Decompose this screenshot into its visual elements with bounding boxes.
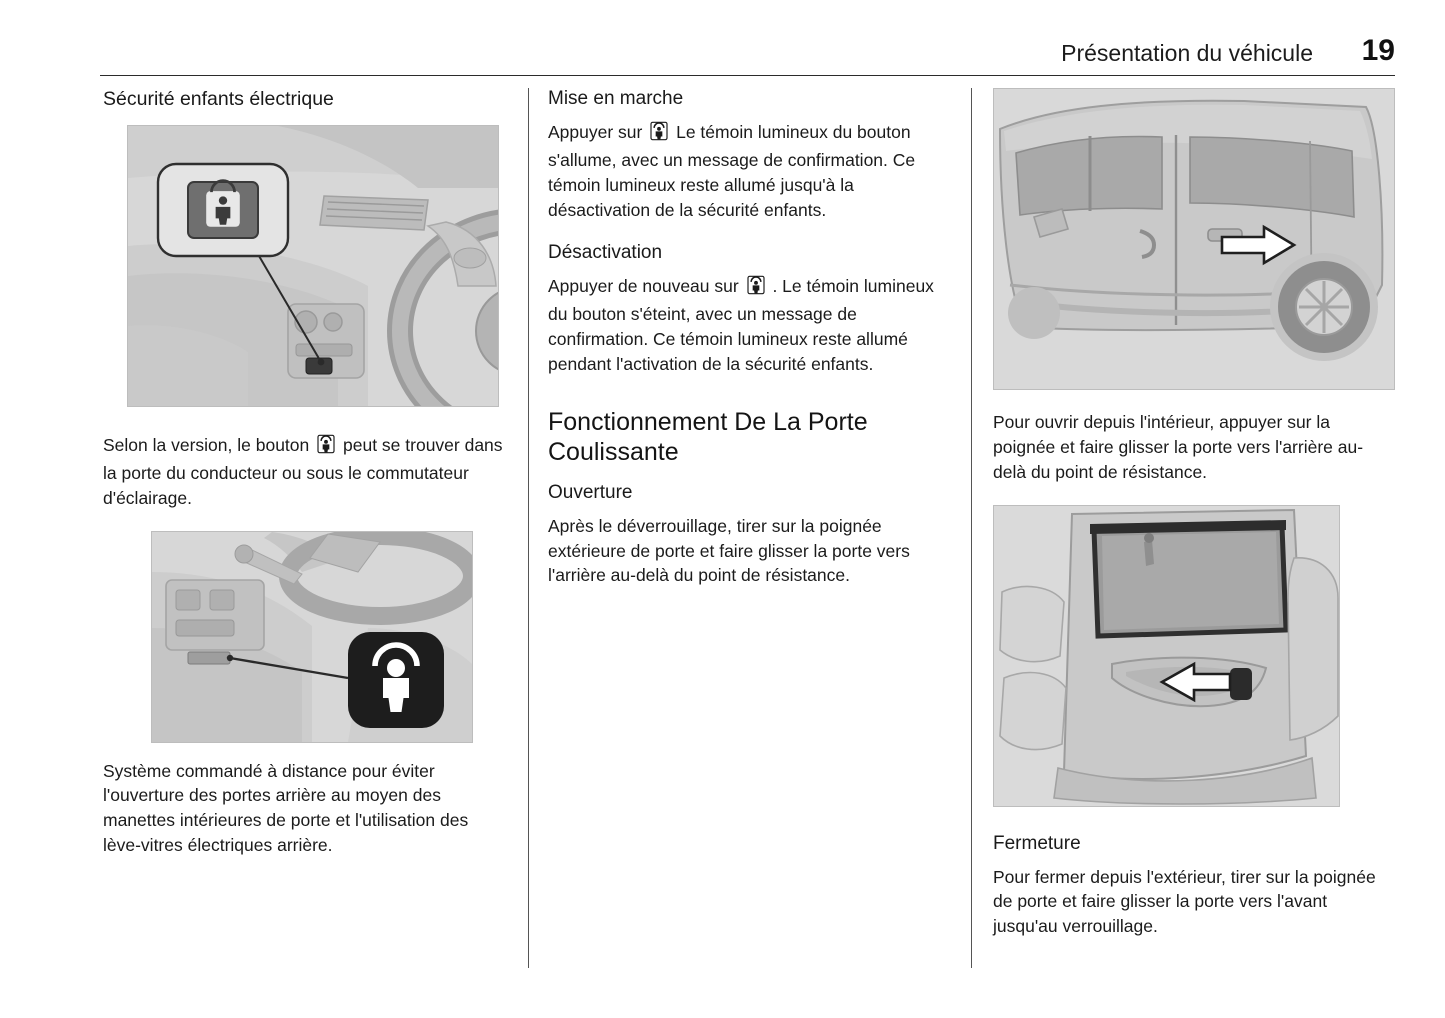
subheading-opening: Ouverture bbox=[548, 481, 633, 503]
paragraph-deactivation bbox=[548, 274, 938, 376]
child-safety-lock-icon bbox=[746, 275, 766, 302]
door-panel-illustration-graphic bbox=[152, 532, 472, 742]
figure-van-exterior bbox=[993, 88, 1395, 390]
column-divider-1 bbox=[528, 88, 529, 968]
paragraph-button-location bbox=[103, 433, 508, 511]
paragraph-activation-text2: Le témoin lumineux du bouton s'allume, avec un message de confirmation. Ce témoin lumineux reste allumé jusqu'à la désactivation de la sécurité enfants. bbox=[548, 122, 916, 220]
column-2 bbox=[548, 88, 938, 608]
child-in-seat-badge bbox=[348, 632, 444, 728]
child-safety-lock-icon bbox=[316, 434, 336, 461]
page-title: Présentation du véhicule bbox=[1061, 40, 1313, 66]
paragraph-activation bbox=[548, 120, 938, 222]
subheading-activation: Mise en marche bbox=[548, 88, 684, 109]
dashboard-illustration-graphic bbox=[128, 126, 498, 406]
page-header bbox=[100, 34, 1395, 82]
section-heading-sliding-door: Fonctionnement De La Porte Coulissante bbox=[548, 407, 868, 467]
column-1 bbox=[103, 88, 508, 878]
paragraph-button-location-text2: peut se trouver dans la porte du conducteur ou sous le commutateur d'éclairage. bbox=[103, 435, 503, 508]
header-divider bbox=[100, 75, 1395, 76]
paragraph-open-from-inside: Pour ouvrir depuis l'intérieur, appuyer sur la poignée et faire glisser la porte vers l'arrière au-delà du point de résistance. bbox=[993, 412, 1364, 482]
subheading-closing: Fermeture bbox=[993, 832, 1081, 854]
subheading-deactivation: Désactivation bbox=[548, 242, 663, 264]
column-3 bbox=[993, 88, 1393, 959]
section-heading-child-safety: Sécurité enfants électrique bbox=[103, 88, 334, 110]
figure-interior-sliding-door bbox=[993, 505, 1340, 807]
interior-sliding-door-graphic bbox=[994, 506, 1339, 806]
paragraph-deactivation-text1: Appuyer de nouveau sur bbox=[548, 276, 739, 297]
paragraph-remote-system: Système commandé à distance pour éviter l'ouverture des portes arrière au moyen des manettes intérieures de porte et l'utilisation des lève-vitres électriques arrière. bbox=[103, 760, 469, 856]
paragraph-activation-text1: Appuyer sur bbox=[548, 122, 643, 142]
paragraph-button-location-text1: Selon la version, le bouton bbox=[103, 435, 310, 455]
figure-dashboard-child-lock bbox=[127, 125, 499, 407]
figure-door-panel-child-lock bbox=[151, 531, 473, 743]
paragraph-deactivation-text2: . Le témoin lumineux du bouton s'éteint, avec un message de confirmation. Ce témoin lumineux reste allumé pendant l'activation de la sécurité enfants. bbox=[548, 276, 934, 374]
paragraph-closing: Pour fermer depuis l'extérieur, tirer sur la poignée de porte et faire glisser la porte vers l'avant jusqu'au verrouillage. bbox=[993, 866, 1376, 937]
paragraph-opening: Après le déverrouillage, tirer sur la poignée extérieure de porte et faire glisser la porte vers l'arrière au-delà du point de résistance. bbox=[548, 515, 910, 586]
child-safety-lock-icon bbox=[649, 121, 669, 148]
van-exterior-graphic bbox=[994, 89, 1394, 389]
column-divider-2 bbox=[971, 88, 972, 968]
page-number: 19 bbox=[1361, 34, 1395, 67]
